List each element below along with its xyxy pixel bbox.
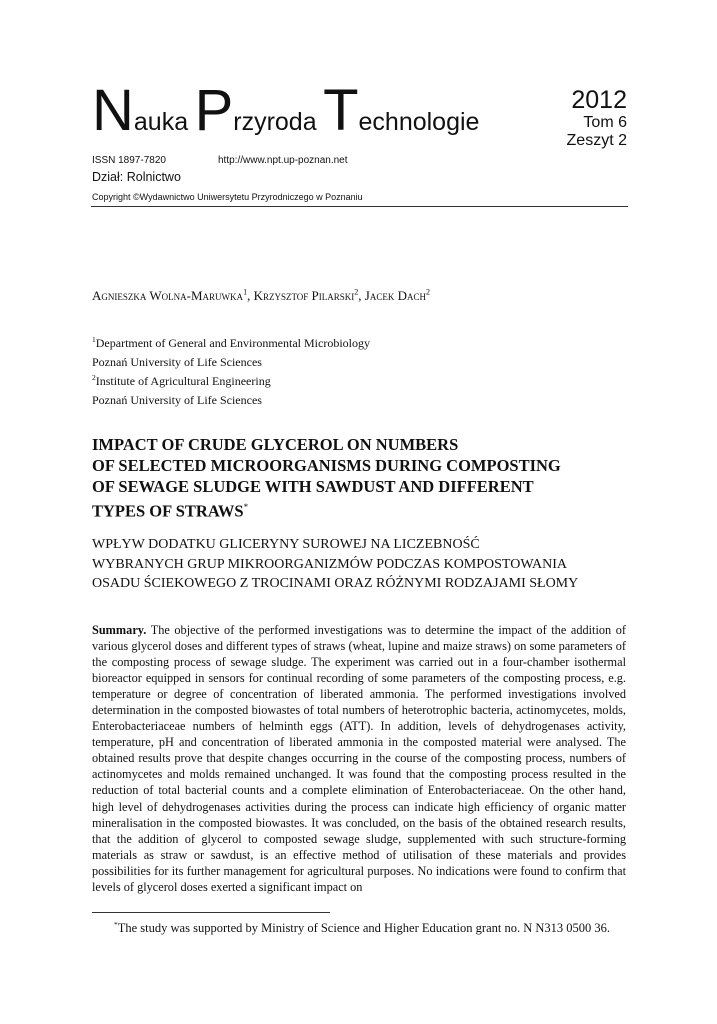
author: Agnieszka Wolna-Maruwka$^1$, <box>92 288 254 304</box>
title-line: OF SEWAGE SLUDGE WITH SAWDUST AND DIFFERENT <box>92 477 534 496</box>
journal-title <box>92 78 481 143</box>
abstract <box>92 622 626 895</box>
journal-title-word: Technologie <box>323 78 480 143</box>
footnote-marker[interactable]: * <box>243 502 249 512</box>
issn: ISSN 1897-7820 <box>92 155 166 166</box>
footnote-mark: * <box>114 920 118 929</box>
journal-section: Dział: Rolnictwo <box>92 170 181 184</box>
abstract-text: The objective of the performed investigations was to determine the impact of the addition of various glycerol doses and different types of straws (wheat, lupine and maize straws) on some parameters of the composting process of sewage sludge. The experiment was carried out in a four-chamber isothermal bioreactor equipped in sensors for continual recording of some parameters of the composting process, e.g. temperature or degree of concentration of liberated ammonia. The performed investigations involved determination in the composted biowastes of total numbers of heterotrophic bacteria, actinomycetes, molds, Enterobacteriaceae numbers of helminth eggs (ATT). In addition, levels of dehydrogenases activity, temperature, pH and concentration of liberated ammonia in the composted material were analysed. The obtained results prove that despite changes occurring in the course of the composting process, numbers of actinomycetes and molds remained unchanged. It was found that the composting process resulted in the reduction of total bacterial counts and a complete elimination of Enterobacteriaceae. On the other hand, high level of dehydrogenases activities during the process can indicate high efficiency of organic matter mineralisation in the composted biowastes. It was concluded, on the basis of the obtained research results, that the addition of glycerol to composted sewage sludge, supplemented with such structure-forming materials as straw or sawdust, is an effective method of utilisation of these materials and provides possibilities for its further management for agricultural purposes. No indications were found to confirm that levels of glycerol doses exerted a significant impact on <box>92 623 626 894</box>
copyright-line: Copyright ©Wydawnictwo Uniwersytetu Przyrodniczego w Poznaniu <box>92 192 363 202</box>
affiliations <box>92 332 370 408</box>
author-list <box>92 288 430 304</box>
journal-issue: Zeszyt 2 <box>566 131 627 149</box>
footnote <box>92 917 626 936</box>
paper-title-polish <box>92 535 637 594</box>
paper-title-english <box>92 434 632 522</box>
issue-info <box>567 86 627 150</box>
abstract-label: Summary. <box>92 623 147 637</box>
title-line: WPŁYW DODATKU GLICERYNY SUROWEJ NA LICZEBNOŚĆ <box>92 537 480 552</box>
title-line: OSADU ŚCIEKOWEGO Z TROCINAMI ORAZ RÓŻNYMI RODZAJAMI SŁOMY <box>92 576 579 591</box>
title-line: TYPES OF STRAWS* <box>92 501 249 521</box>
header-divider <box>91 206 628 207</box>
footnote-divider <box>92 912 330 913</box>
author: Jacek Dach$^2$ <box>364 288 430 304</box>
footnote-text: The study was supported by Ministry of Science and Higher Education grant no. N N313 0500 36. <box>117 921 611 936</box>
journal-year: 2012 <box>571 86 627 114</box>
affiliation-line: $^2$Institute of Agricultural Engineering <box>92 373 271 388</box>
journal-url[interactable]: http://www.npt.up-poznan.net <box>218 155 348 166</box>
title-line: OF SELECTED MICROORGANISMS DURING COMPOSTING <box>92 456 561 475</box>
affiliation-line: Poznań University of Life Sciences <box>92 355 262 369</box>
journal-title-word: Przyroda <box>194 78 317 143</box>
title-line: WYBRANYCH GRUP MIKROORGANIZMÓW PODCZAS KOMPOSTOWANIA <box>92 556 567 572</box>
journal-meta-row <box>92 155 348 166</box>
journal-title-word: Nauka <box>92 78 189 143</box>
affiliation-line: $^1$Department of General and Environmental Microbiology <box>92 335 370 350</box>
title-line: IMPACT OF CRUDE GLYCEROL ON NUMBERS <box>92 435 459 454</box>
journal-volume: Tom 6 <box>583 114 627 131</box>
author: Krzysztof Pilarski$^2$, <box>253 288 365 304</box>
affiliation-line: Poznań University of Life Sciences <box>92 393 262 407</box>
